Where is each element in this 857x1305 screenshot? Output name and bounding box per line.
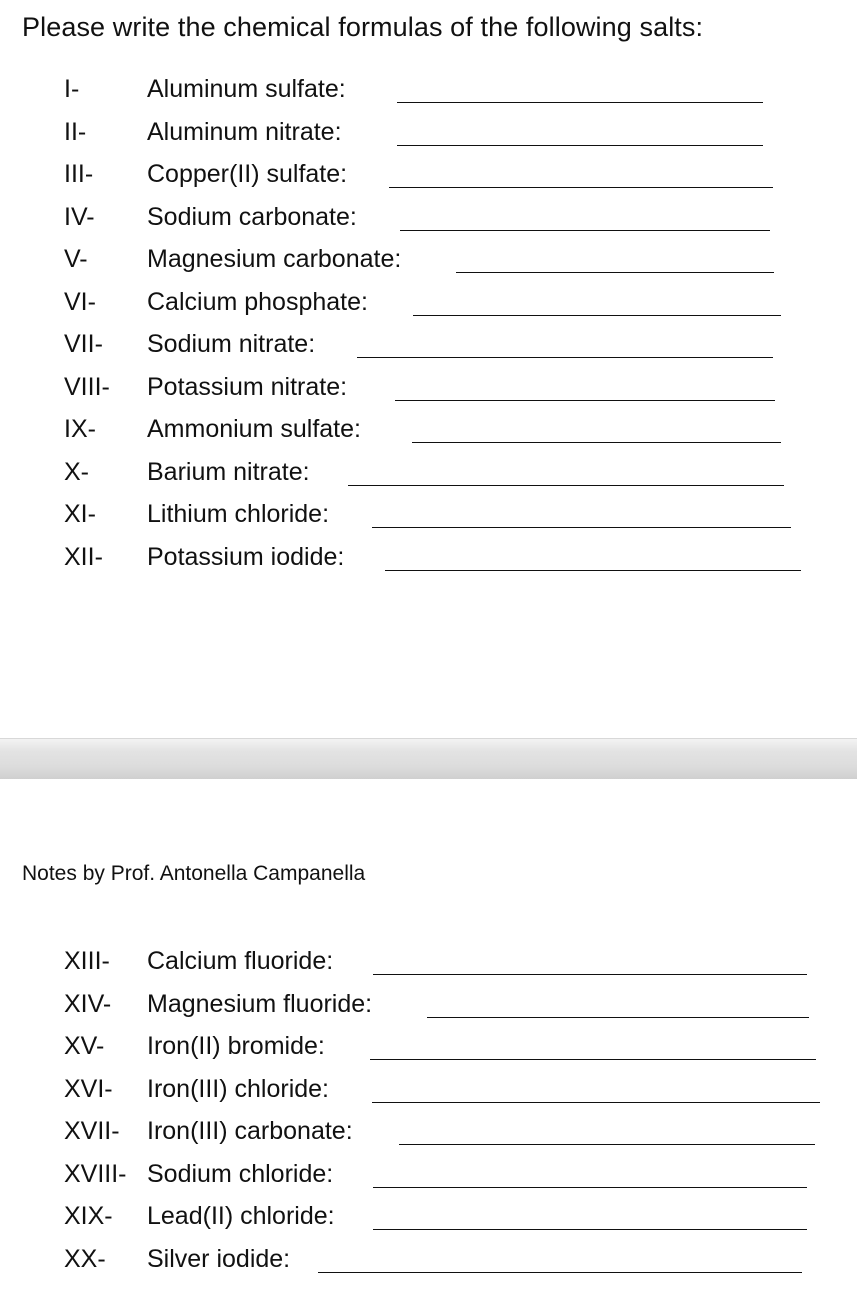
item-number: XVIII- bbox=[64, 1159, 127, 1188]
salt-list-part-2 bbox=[0, 942, 857, 1282]
item-label: Magnesium fluoride: bbox=[147, 989, 373, 1018]
item-number: XIX- bbox=[64, 1202, 113, 1230]
item-label: Sodium chloride: bbox=[147, 1159, 334, 1188]
list-item bbox=[0, 155, 857, 198]
answer-blank[interactable] bbox=[413, 315, 781, 316]
list-item bbox=[0, 1070, 857, 1113]
list-item bbox=[0, 1197, 857, 1240]
answer-blank[interactable] bbox=[370, 1059, 816, 1060]
answer-blank[interactable] bbox=[400, 230, 770, 231]
item-label: Lithium chloride: bbox=[147, 500, 330, 528]
item-number: II- bbox=[64, 117, 87, 146]
list-item bbox=[0, 70, 857, 113]
item-number: VI- bbox=[64, 287, 96, 316]
answer-blank[interactable] bbox=[427, 1017, 809, 1018]
list-item bbox=[0, 325, 857, 368]
item-number: IX- bbox=[64, 415, 96, 443]
item-label: Aluminum nitrate: bbox=[147, 117, 342, 146]
list-item bbox=[0, 985, 857, 1028]
list-item bbox=[0, 453, 857, 496]
list-item bbox=[0, 1027, 857, 1070]
item-label: Lead(II) chloride: bbox=[147, 1202, 335, 1230]
item-label: Iron(II) bromide: bbox=[147, 1032, 325, 1060]
item-label: Sodium nitrate: bbox=[147, 330, 316, 358]
answer-blank[interactable] bbox=[412, 442, 781, 443]
list-item bbox=[0, 538, 857, 581]
item-label: Silver iodide: bbox=[147, 1244, 291, 1273]
item-number: XV- bbox=[64, 1032, 105, 1060]
worksheet-title: Please write the chemical formulas of the following salts: bbox=[22, 12, 704, 42]
item-label: Iron(III) carbonate: bbox=[147, 1117, 353, 1145]
item-number: III- bbox=[64, 160, 94, 188]
answer-blank[interactable] bbox=[399, 1144, 815, 1145]
author-note: Notes by Prof. Antonella Campanella bbox=[22, 862, 366, 885]
answer-blank[interactable] bbox=[373, 1187, 807, 1188]
item-number: V- bbox=[64, 245, 88, 273]
salt-list-part-1 bbox=[0, 70, 857, 580]
list-item bbox=[0, 1155, 857, 1198]
item-label: Barium nitrate: bbox=[147, 457, 310, 486]
item-number: VII- bbox=[64, 330, 103, 358]
answer-blank[interactable] bbox=[372, 527, 791, 528]
answer-blank[interactable] bbox=[456, 272, 774, 273]
list-item bbox=[0, 942, 857, 985]
item-label: Copper(II) sulfate: bbox=[147, 160, 348, 188]
item-label: Iron(III) chloride: bbox=[147, 1074, 330, 1103]
answer-blank[interactable] bbox=[385, 570, 801, 571]
list-item bbox=[0, 240, 857, 283]
item-label: Sodium carbonate: bbox=[147, 202, 357, 231]
list-item bbox=[0, 198, 857, 241]
list-item bbox=[0, 1112, 857, 1155]
item-number: VIII- bbox=[64, 372, 110, 401]
answer-blank[interactable] bbox=[373, 1229, 807, 1230]
answer-blank[interactable] bbox=[389, 187, 773, 188]
item-label: Magnesium carbonate: bbox=[147, 245, 402, 273]
item-number: X- bbox=[64, 457, 89, 486]
answer-blank[interactable] bbox=[318, 1272, 802, 1273]
item-number: XI- bbox=[64, 500, 96, 528]
page-break-separator bbox=[0, 738, 857, 780]
answer-blank[interactable] bbox=[348, 485, 784, 486]
item-label: Potassium nitrate: bbox=[147, 372, 348, 401]
item-number: IV- bbox=[64, 202, 95, 231]
list-item bbox=[0, 368, 857, 411]
list-item bbox=[0, 1240, 857, 1283]
answer-blank[interactable] bbox=[397, 145, 763, 146]
item-label: Aluminum sulfate: bbox=[147, 75, 346, 103]
item-number: XX- bbox=[64, 1244, 106, 1273]
item-number: XVI- bbox=[64, 1074, 113, 1103]
list-item bbox=[0, 495, 857, 538]
list-item bbox=[0, 410, 857, 453]
answer-blank[interactable] bbox=[372, 1102, 820, 1103]
answer-blank[interactable] bbox=[397, 102, 763, 103]
item-label: Calcium phosphate: bbox=[147, 287, 368, 316]
list-item bbox=[0, 283, 857, 326]
item-number: I- bbox=[64, 75, 80, 103]
answer-blank[interactable] bbox=[357, 357, 773, 358]
item-number: XIV- bbox=[64, 989, 112, 1018]
item-label: Ammonium sulfate: bbox=[147, 415, 361, 443]
answer-blank[interactable] bbox=[395, 400, 775, 401]
item-label: Potassium iodide: bbox=[147, 542, 345, 571]
item-label: Calcium fluoride: bbox=[147, 947, 334, 975]
list-item bbox=[0, 113, 857, 156]
item-number: XVII- bbox=[64, 1117, 120, 1145]
item-number: XII- bbox=[64, 542, 103, 571]
item-number: XIII- bbox=[64, 947, 110, 975]
answer-blank[interactable] bbox=[373, 974, 807, 975]
